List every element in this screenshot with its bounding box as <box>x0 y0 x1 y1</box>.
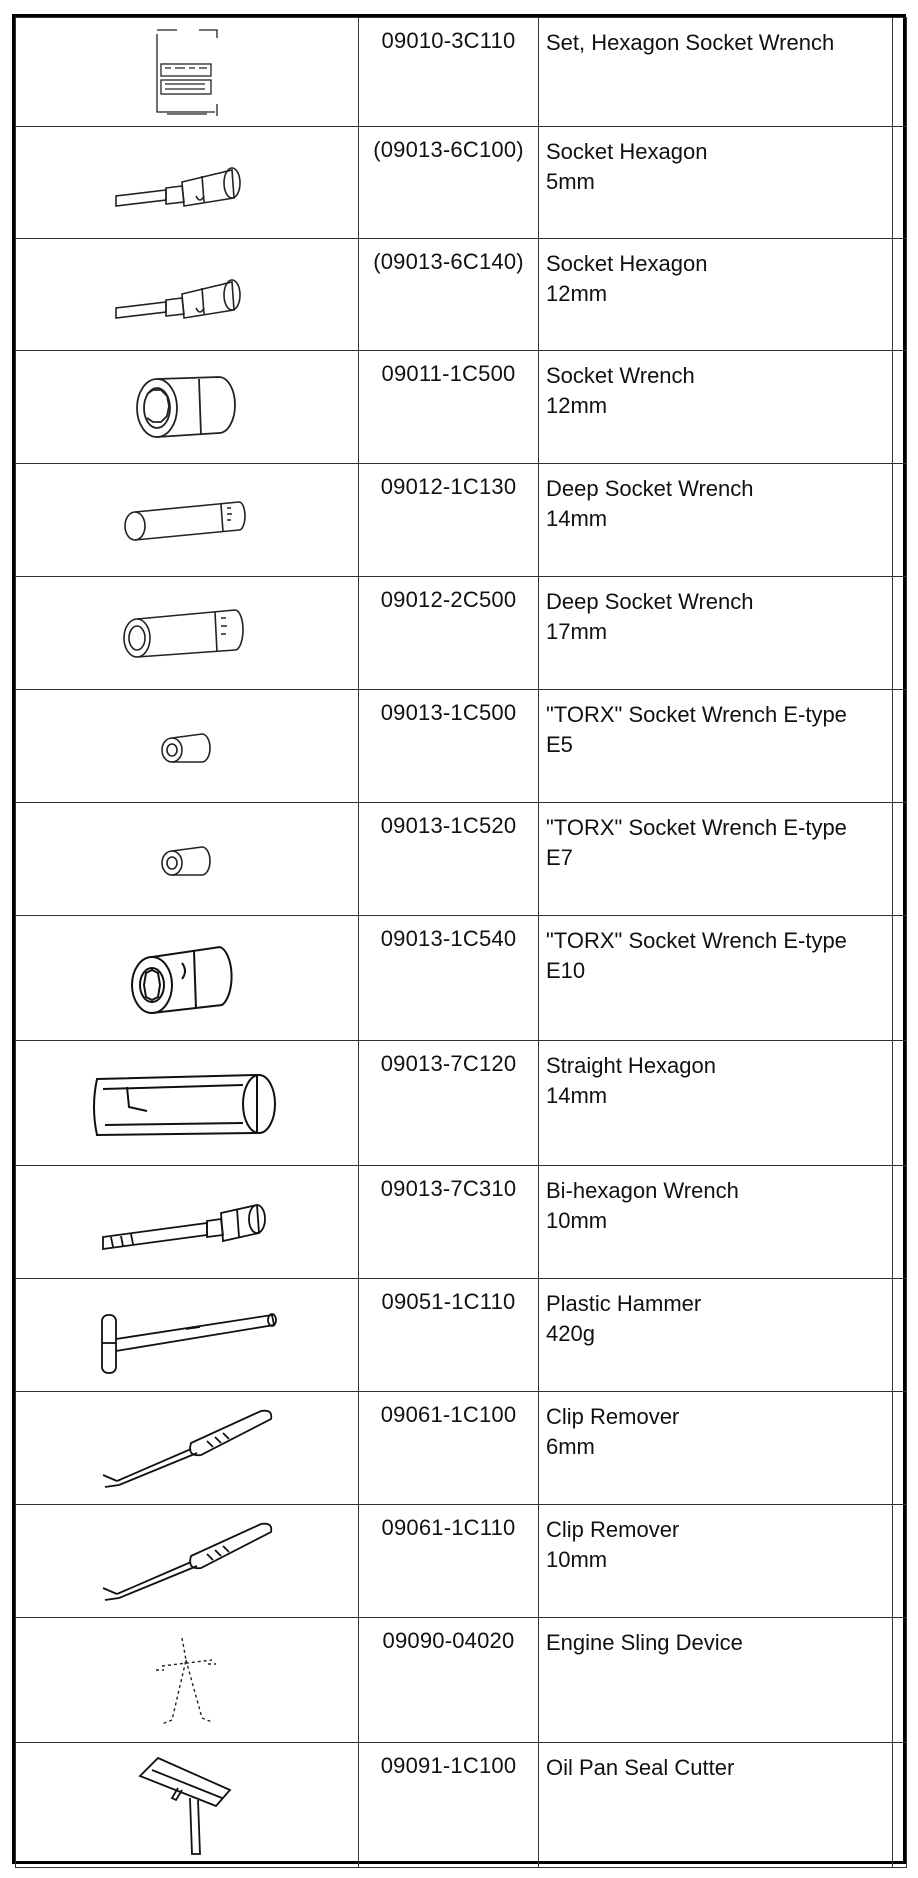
tool-image <box>16 577 359 690</box>
tool-description <box>539 577 893 690</box>
tool-description <box>539 1505 893 1618</box>
table-row <box>16 577 907 690</box>
tool-description <box>539 18 893 127</box>
part-number: 09090-04020 <box>359 1618 539 1743</box>
tool-name: Plastic Hammer <box>546 1291 702 1316</box>
part-number: 09012-1C130 <box>359 464 539 577</box>
blank-cell <box>893 1618 907 1743</box>
tool-name: Set, Hexagon Socket Wrench <box>546 30 835 55</box>
tool-detail: 10mm <box>546 1547 608 1572</box>
socket-icon <box>127 367 247 447</box>
socket-set-box-icon <box>137 24 237 120</box>
tool-image <box>16 1743 359 1868</box>
tool-image <box>16 351 359 464</box>
table-row <box>16 1279 907 1392</box>
tool-image <box>16 1392 359 1505</box>
tool-name: "TORX" Socket Wrench E-type <box>546 702 847 727</box>
blank-cell <box>893 1041 907 1166</box>
tool-image <box>16 690 359 803</box>
part-number: 09011-1C500 <box>359 351 539 464</box>
deep-socket-icon <box>117 490 257 550</box>
torx-socket-large-icon <box>122 933 252 1023</box>
tool-detail: 17mm <box>546 619 608 644</box>
tool-image <box>16 1618 359 1743</box>
part-number: 09051-1C110 <box>359 1279 539 1392</box>
tool-name: Deep Socket Wrench <box>546 476 754 501</box>
tool-detail: 6mm <box>546 1434 595 1459</box>
tool-name: Bi-hexagon Wrench <box>546 1178 739 1203</box>
tool-name: "TORX" Socket Wrench E-type <box>546 928 847 953</box>
tool-description <box>539 464 893 577</box>
tool-name: Socket Hexagon <box>546 251 708 276</box>
tool-image <box>16 1279 359 1392</box>
table-row <box>16 1041 907 1166</box>
seal-cutter-icon <box>132 1750 242 1860</box>
tool-detail: 5mm <box>546 169 595 194</box>
blank-cell <box>893 18 907 127</box>
tool-image <box>16 803 359 916</box>
tool-description <box>539 127 893 239</box>
blank-cell <box>893 1392 907 1505</box>
hex-bit-socket-icon <box>112 260 262 330</box>
tool-description <box>539 1041 893 1166</box>
tool-detail: E5 <box>546 732 573 757</box>
tool-name: Engine Sling Device <box>546 1630 743 1655</box>
part-number: 09013-1C500 <box>359 690 539 803</box>
blank-cell <box>893 577 907 690</box>
blank-cell <box>893 239 907 351</box>
table-row <box>16 464 907 577</box>
tool-description <box>539 1618 893 1743</box>
tool-detail: 12mm <box>546 281 608 306</box>
tool-image <box>16 18 359 127</box>
tool-description <box>539 1166 893 1279</box>
part-number: (09013-6C100) <box>359 127 539 239</box>
blank-cell <box>893 1166 907 1279</box>
tool-detail: 12mm <box>546 393 608 418</box>
torx-socket-icon <box>152 718 222 774</box>
straight-hexagon-icon <box>87 1063 287 1143</box>
tool-name: Deep Socket Wrench <box>546 589 754 614</box>
blank-cell <box>893 464 907 577</box>
part-number: 09012-2C500 <box>359 577 539 690</box>
tool-detail: 14mm <box>546 506 608 531</box>
clip-remover-icon <box>97 1403 277 1493</box>
tool-image <box>16 464 359 577</box>
tool-image <box>16 239 359 351</box>
part-number: 09091-1C100 <box>359 1743 539 1868</box>
tool-detail: 420g <box>546 1321 595 1346</box>
blank-cell <box>893 1505 907 1618</box>
tool-description <box>539 239 893 351</box>
blank-cell <box>893 803 907 916</box>
table-row <box>16 1166 907 1279</box>
part-number: 09013-7C310 <box>359 1166 539 1279</box>
plastic-hammer-icon <box>92 1295 282 1375</box>
table-row <box>16 18 907 127</box>
tool-description <box>539 1392 893 1505</box>
table-row <box>16 916 907 1041</box>
table-row <box>16 1743 907 1868</box>
tool-name: Socket Wrench <box>546 363 695 388</box>
tool-name: "TORX" Socket Wrench E-type <box>546 815 847 840</box>
tool-description <box>539 1279 893 1392</box>
tool-description <box>539 916 893 1041</box>
torx-socket-icon <box>152 831 222 887</box>
tool-image <box>16 916 359 1041</box>
blank-cell <box>893 127 907 239</box>
tool-detail: E10 <box>546 958 586 983</box>
table-row <box>16 1618 907 1743</box>
tool-name: Straight Hexagon <box>546 1053 716 1078</box>
table-row <box>16 803 907 916</box>
tool-detail: 14mm <box>546 1083 608 1108</box>
special-tools-table <box>12 14 906 1864</box>
tool-image <box>16 1505 359 1618</box>
part-number: 09010-3C110 <box>359 18 539 127</box>
table-row <box>16 1392 907 1505</box>
table-row <box>16 127 907 239</box>
blank-cell <box>893 690 907 803</box>
table-row <box>16 239 907 351</box>
tool-image <box>16 127 359 239</box>
part-number: 09061-1C100 <box>359 1392 539 1505</box>
tool-name: Socket Hexagon <box>546 139 708 164</box>
tool-detail: 10mm <box>546 1208 608 1233</box>
clip-remover-icon <box>97 1516 277 1606</box>
tool-name: Clip Remover <box>546 1404 680 1429</box>
part-number: (09013-6C140) <box>359 239 539 351</box>
deep-socket-icon <box>117 598 257 668</box>
blank-cell <box>893 351 907 464</box>
tool-description <box>539 351 893 464</box>
tool-image <box>16 1041 359 1166</box>
tool-detail: E7 <box>546 845 573 870</box>
blank-cell <box>893 1279 907 1392</box>
hex-bit-socket-icon <box>112 148 262 218</box>
part-number: 09013-1C520 <box>359 803 539 916</box>
tool-name: Oil Pan Seal Cutter <box>546 1755 735 1780</box>
part-number: 09061-1C110 <box>359 1505 539 1618</box>
part-number: 09013-1C540 <box>359 916 539 1041</box>
blank-cell <box>893 916 907 1041</box>
tool-description <box>539 690 893 803</box>
tool-description <box>539 1743 893 1868</box>
tool-image <box>16 1166 359 1279</box>
table-row <box>16 351 907 464</box>
blank-cell <box>893 1743 907 1868</box>
bi-hexagon-bit-icon <box>97 1187 277 1257</box>
engine-sling-icon <box>142 1630 232 1730</box>
table-row <box>16 1505 907 1618</box>
table-row <box>16 690 907 803</box>
tool-name: Clip Remover <box>546 1517 680 1542</box>
part-number: 09013-7C120 <box>359 1041 539 1166</box>
tool-description <box>539 803 893 916</box>
